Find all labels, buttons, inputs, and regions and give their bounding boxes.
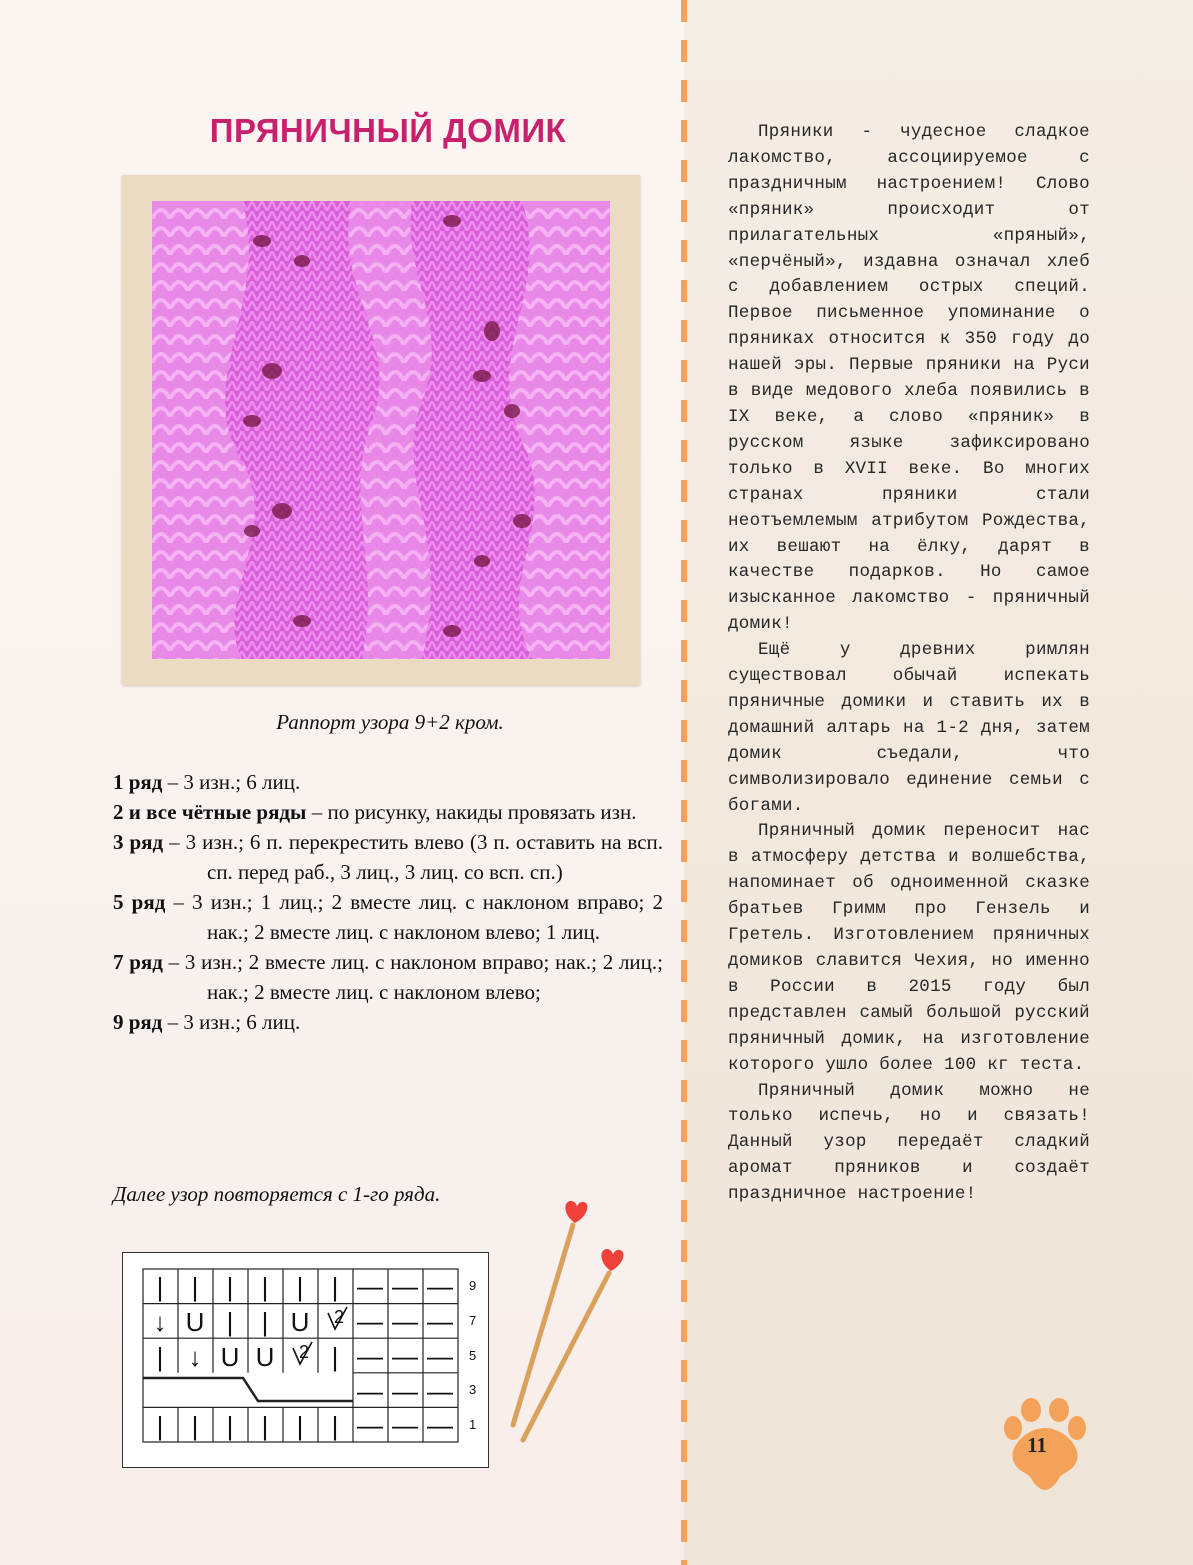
instruction-row — [113, 827, 663, 887]
chart-purl: — — [427, 1306, 453, 1336]
knitting-chart — [122, 1252, 489, 1468]
chart-knit: | — [226, 1272, 234, 1302]
row-label: 1 ряд — [113, 770, 163, 794]
chart-purl: — — [392, 1376, 418, 1406]
chart-purl: — — [427, 1410, 453, 1440]
chart-purl: — — [357, 1410, 383, 1440]
chart-knit: | — [191, 1411, 199, 1441]
knit-sample-photo-frame — [122, 175, 640, 685]
chart-yarn-over: U — [290, 1307, 310, 1337]
chart-yarn-over: U — [185, 1307, 205, 1337]
chart-purl: — — [427, 1376, 453, 1406]
chart-knit: | — [156, 1342, 164, 1372]
chart-purl: — — [392, 1341, 418, 1371]
chart-knit: | — [156, 1272, 164, 1302]
pattern-caption: Раппорт узора 9+2 кром. — [276, 710, 504, 734]
row-text: – 3 изн.; 6 лиц. — [162, 1010, 301, 1034]
row-text: – 3 изн.; 6 лиц. — [162, 770, 301, 794]
chart-knit: | — [331, 1272, 339, 1302]
page-number: 11 — [1027, 1433, 1047, 1457]
chart-purl: — — [392, 1271, 418, 1301]
article-paragraph: Ещё у древних римлян существовал обычай испекать пряничные домики и ставить их в домашний алтарь на 1-2 дня, затем домик съедали, что символизировало единение семьи с богами. — [728, 640, 1090, 816]
chart-knit: | — [296, 1411, 304, 1441]
chart-knit: | — [261, 1272, 269, 1302]
chart-knit: | — [331, 1342, 339, 1372]
chart-yarn-over: U — [220, 1342, 240, 1372]
instruction-row — [113, 887, 663, 947]
chart-purl: — — [357, 1306, 383, 1336]
instruction-row — [113, 1007, 663, 1037]
chart-purl: — — [427, 1341, 453, 1371]
chart-knit: | — [226, 1307, 234, 1337]
article-text — [728, 120, 1090, 1208]
article-paragraph: Пряничный домик можно не только испечь, но и связать! Данный узор передаёт сладкий аромат пряников и создаёт праздничное настроение! — [728, 1080, 1090, 1205]
chart-purl: — — [357, 1271, 383, 1301]
chart-purl: — — [357, 1341, 383, 1371]
chart-purl: — — [357, 1376, 383, 1406]
chart-knit: | — [296, 1272, 304, 1302]
chart-decrease-right: ↓ — [153, 1307, 167, 1337]
chart-knit: | — [261, 1307, 269, 1337]
chart-decrease-left: 2 — [298, 1342, 310, 1362]
dashed-divider — [681, 0, 687, 1565]
row-text: – 3 изн.; 6 п. перекрестить влево (3 п. оставить на всп. сп. перед раб., 3 лиц., 3 лиц. со всп. сп.) — [163, 830, 664, 884]
page-title: ПРЯНИЧНЫЙ ДОМИК — [209, 112, 567, 149]
chart-knit: | — [226, 1411, 234, 1441]
instruction-row — [113, 797, 663, 827]
row-text: – 3 изн.; 2 вместе лиц. с наклоном вправо; нак.; 2 лиц.; нак.; 2 вместе лиц. с наклоном влево; — [162, 950, 663, 1004]
row-instructions — [113, 767, 663, 1037]
chart-knit: | — [261, 1411, 269, 1441]
chart-knit: | — [191, 1272, 199, 1302]
chart-row-number: 1 — [469, 1417, 477, 1432]
article-paragraph: Пряничный домик переносит нас в атмосферу детства и волшебства, напоминает об одноименной сказке братьев Гримм про Гензель и Гретель. Изготовлением пряничных домиков славится Чехия, но именно в России в 2015 году был представлен самый большой русский пряничный домик, на изготовление которого ушло более 100 кг теста. — [728, 821, 1090, 1075]
knitting-needles-icon — [505, 1195, 645, 1445]
chart-yarn-over: U — [255, 1342, 275, 1372]
chart-row-number: 7 — [469, 1313, 477, 1328]
knitting-chart-grid — [123, 1253, 488, 1467]
chart-row-number: 9 — [469, 1278, 477, 1293]
row-text: – 3 изн.; 1 лиц.; 2 вместе лиц. с наклоном вправо; 2 нак.; 2 вместе лиц. с наклоном влево; 1 лиц. — [165, 890, 663, 944]
instruction-row — [113, 947, 663, 1007]
row-text: – по рисунку, накиды провязать изн. — [306, 800, 637, 824]
row-label: 7 ряд — [113, 950, 163, 974]
knit-sample-photo — [152, 201, 610, 659]
chart-decrease-left: 2 — [333, 1307, 345, 1327]
article-paragraph: Пряники - чудесное сладкое лакомство, ассоциируемое с праздничным настроением! Слово «пряник» происходит от прилагательных «пряный», «перчёный», издавна означал хлеб с добавлением острых специй. Первое письменное упоминание о пряниках относится к 350 году до нашей эры. Первые пряники на Руси в виде медового хлеба появились в IX веке, а слово «пряник» в русском языке зафиксировано только в XVII веке. Во многих странах пряники стали неотъемлемым атрибутом Рождества, их вешают на ёлку, дарят в качестве подарков. Но самое изысканное лакомство - пряничный домик! — [728, 122, 1090, 635]
chart-knit: | — [331, 1411, 339, 1441]
row-label: 5 ряд — [113, 890, 166, 914]
row-label: 2 и все чётные ряды — [113, 800, 307, 824]
chart-row-number: 5 — [469, 1348, 477, 1363]
row-label: 9 ряд — [113, 1010, 163, 1034]
chart-decrease-right: ↓ — [188, 1342, 202, 1372]
row-label: 3 ряд — [113, 830, 164, 854]
chart-purl: — — [392, 1410, 418, 1440]
chart-purl: — — [392, 1306, 418, 1336]
repeat-note: Далее узор повторяется с 1-го ряда. — [113, 1182, 441, 1206]
chart-purl: — — [427, 1271, 453, 1301]
chart-row-number: 3 — [469, 1382, 477, 1397]
chart-knit: | — [156, 1411, 164, 1441]
instruction-row — [113, 767, 663, 797]
